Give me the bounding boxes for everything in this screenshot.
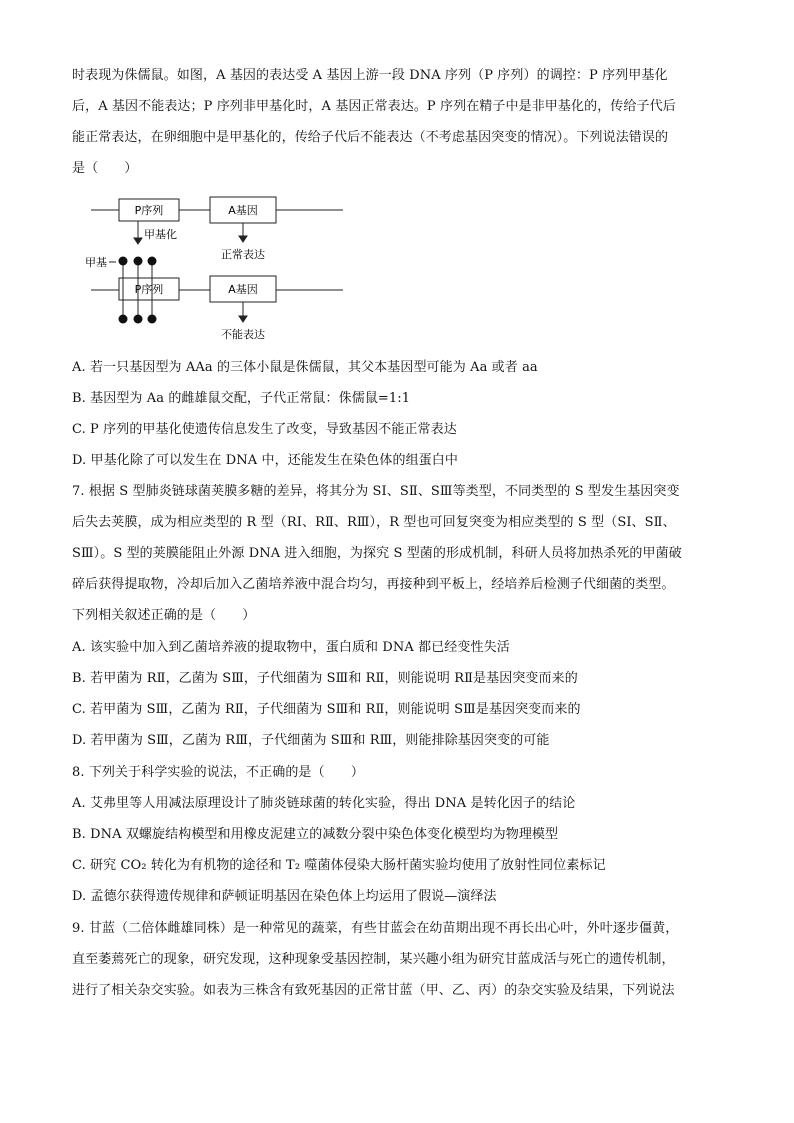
q7-stem-line-2: 后失去荚膜，成为相应类型的 R 型（RⅠ、RⅡ、RⅢ），R 型也可回复突变为相应类型的 S 型（SⅠ、SⅡ、 (72, 515, 676, 530)
q8-option-c: C. 研究 CO₂ 转化为有机物的途径和 T₂ 噬菌体侵染大肠杆菌实验均使用了放射性同位素标记 (72, 858, 606, 873)
q6-stem-line-2: 后，A 基因不能表达；P 序列非甲基化时，A 基因正常表达。P 序列在精子中是非甲基化的，传给子代后 (72, 99, 676, 114)
q6-stem-line-1: 时表现为侏儒鼠。如图，A 基因的表达受 A 基因上游一段 DNA 序列（P 序列）的调控：P 序列甲基化 (72, 68, 668, 83)
q7-option-a: A. 该实验中加入到乙菌培养液的提取物中，蛋白质和 DNA 都已经变性失活 (72, 640, 510, 655)
normal-expression-label: 正常表达 (221, 248, 265, 261)
q8-stem: 8. 下列关于科学实验的说法，不正确的是（ ） (72, 765, 364, 780)
methyl-group-label: 甲基 (85, 256, 107, 269)
q6-option-d: D. 甲基化除了可以发生在 DNA 中，还能发生在染色体的组蛋白中 (72, 453, 458, 468)
q7-stem-line-3: SⅢ）。S 型的荚膜能阻止外源 DNA 进入细胞，为探究 S 型菌的形成机制，科研人员将加热杀死的甲菌破 (72, 546, 682, 561)
q9-stem-line-1: 9. 甘蓝（二倍体雌雄同株）是一种常见的蔬菜，有些甘蓝会在幼苗期出现不再长出心叶，外叶逐步僵黄， (72, 921, 679, 936)
q8-option-b: B. DNA 双螺旋结构模型和用橡皮泥建立的减数分裂中染色体变化模型均为物理模型 (72, 827, 559, 842)
q7-stem-line-1: 7. 根据 S 型肺炎链球菌荚膜多糖的差异，将其分为 SⅠ、SⅡ、SⅢ等类型，不同类型的 S 型发生基因突变 (72, 484, 680, 499)
a-gene-label-bottom: A基因 (228, 283, 258, 296)
q6-option-a: A. 若一只基因型为 AAa 的三体小鼠是侏儒鼠，其父本基因型可能为 Aa 或者 aa (72, 360, 538, 375)
q6-option-c: C. P 序列的甲基化使遗传信息发生了改变，导致基因不能正常表达 (72, 422, 457, 437)
q9-stem-line-2: 直至萎蔫死亡的现象，研究发现，这种现象受基因控制，某兴趣小组为研究甘蓝成活与死亡的遗传机制， (72, 952, 675, 967)
q6-stem-line-4: 是（ ） (72, 161, 138, 176)
q7-option-c: C. 若甲菌为 SⅢ，乙菌为 RⅡ，子代细菌为 SⅢ和 RⅡ，则能说明 SⅢ是基因突变而来的 (72, 702, 581, 717)
q7-stem-line-4: 碎后获得提取物，冷却后加入乙菌培养液中混合均匀，再接种到平板上，经培养后检测子代细菌的类型。 (72, 577, 675, 592)
methylation-diagram (85, 192, 355, 344)
p-sequence-label-bottom: P序列 (134, 283, 164, 296)
q6-stem-line-3: 能正常表达，在卵细胞中是甲基化的，传给子代后不能表达（不考虑基因突变的情况）。下列说法错误的 (72, 130, 669, 145)
q7-option-b: B. 若甲菌为 RⅡ，乙菌为 SⅢ，子代细菌为 SⅢ和 RⅡ，则能说明 RⅡ是基因突变而来的 (72, 671, 578, 686)
methylation-label: 甲基化 (144, 228, 177, 241)
q9-stem-line-3: 进行了相关杂交实验。如表为三株含有致死基因的正常甘蓝（甲、乙、丙）的杂交实验及结果，下列说法 (72, 983, 675, 998)
a-gene-label-top: A基因 (228, 204, 258, 217)
q8-option-a: A. 艾弗里等人用减法原理设计了肺炎链球菌的转化实验，得出 DNA 是转化因子的结论 (72, 796, 576, 811)
q6-option-b: B. 基因型为 Aa 的雌雄鼠交配，子代正常鼠：侏儒鼠=1:1 (72, 391, 411, 406)
q7-option-d: D. 若甲菌为 SⅢ，乙菌为 RⅢ，子代细菌为 SⅢ和 RⅢ，则能排除基因突变的可能 (72, 733, 550, 748)
q8-option-d: D. 孟德尔获得遗传规律和萨顿证明基因在染色体上均运用了假说—演绎法 (72, 889, 497, 904)
no-expression-label: 不能表达 (221, 328, 265, 341)
q7-stem-line-5: 下列相关叙述正确的是（ ） (72, 608, 256, 623)
p-sequence-label-top: P序列 (134, 204, 164, 217)
